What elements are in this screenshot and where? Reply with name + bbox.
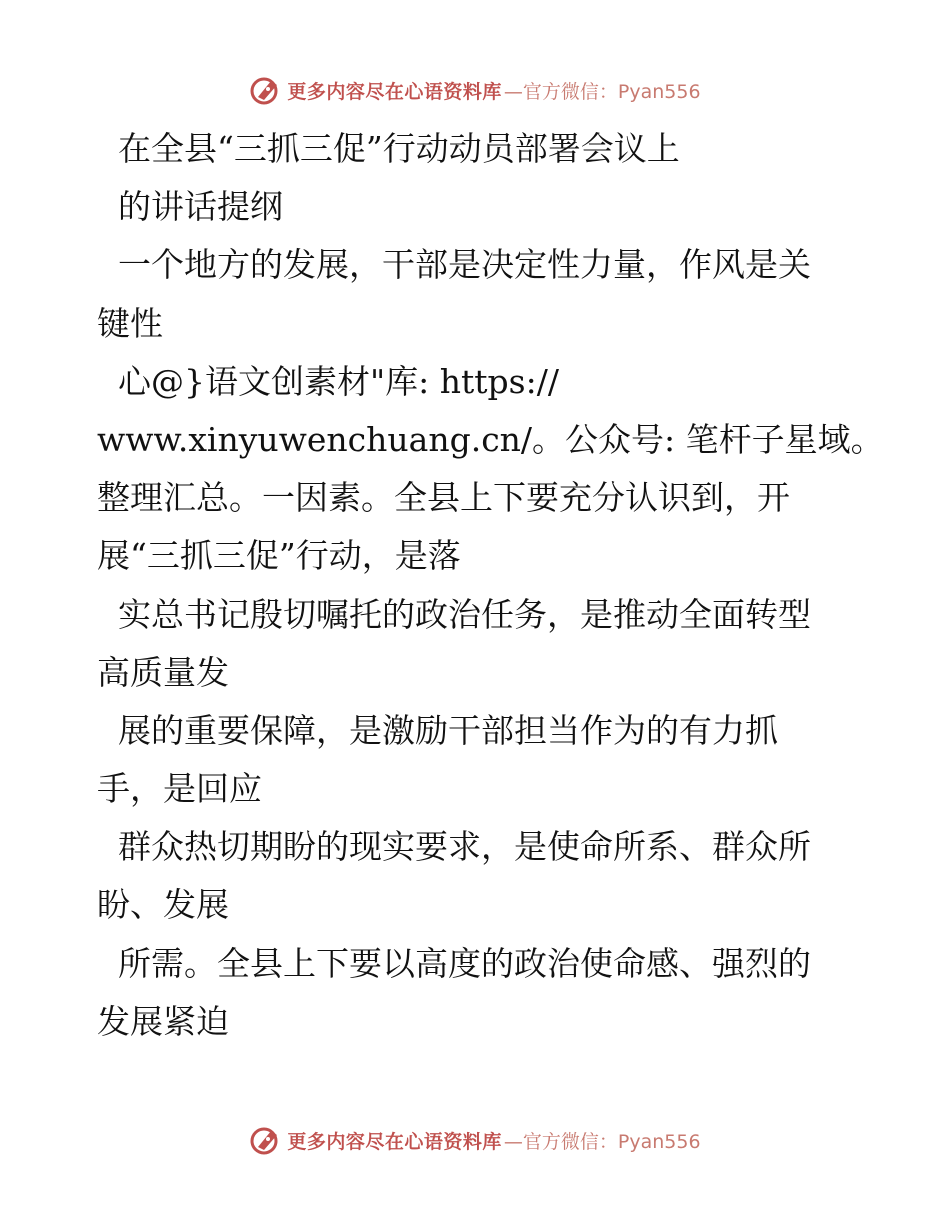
- text-line: 在全县“三抓三促”行动动员部署会议上: [97, 129, 680, 168]
- watermark-footer: [0, 1120, 950, 1160]
- watermark-text-tail: —官方微信：Pyan556: [503, 1130, 701, 1153]
- text-line: 高质量发: [97, 652, 229, 692]
- text-line: 实总书记殷切嘱托的政治任务，是推动全面转型: [97, 594, 811, 634]
- pen-nib-icon: [249, 73, 283, 107]
- document-body: [97, 120, 884, 1051]
- text-line: 的讲话提纲: [97, 187, 283, 227]
- text-line: 整理汇总。一因素。全县上下要充分认识到，开: [97, 478, 790, 518]
- text-line: 手，是回应: [97, 769, 262, 809]
- watermark-text-tail: —官方微信：Pyan556: [503, 80, 701, 103]
- text-line: 心@}语文创素材"库: https://: [97, 361, 559, 401]
- text-line: 键性: [97, 303, 163, 343]
- text-line: 展“三抓三促”行动，是落: [97, 536, 461, 576]
- text-line: 所需。全县上下要以高度的政治使命感、强烈的: [97, 943, 811, 983]
- watermark-text-main: 更多内容尽在心语资料库: [287, 1130, 502, 1153]
- text-line: 发展紧迫: [97, 1001, 229, 1041]
- text-line: 展的重要保障，是激励干部担当作为的有力抓: [97, 710, 778, 750]
- watermark-text-main: 更多内容尽在心语资料库: [287, 80, 502, 103]
- text-line: 盼、发展: [97, 885, 229, 925]
- pen-nib-icon: [249, 1123, 283, 1157]
- text-line: 群众热切期盼的现实要求，是使命所系、群众所: [97, 827, 811, 867]
- text-line: www.xinyuwenchuang.cn/。公众号: 笔杆子星域。: [97, 419, 884, 459]
- watermark-header: [0, 70, 950, 110]
- text-line: 一个地方的发展，干部是决定性力量，作风是关: [97, 245, 811, 285]
